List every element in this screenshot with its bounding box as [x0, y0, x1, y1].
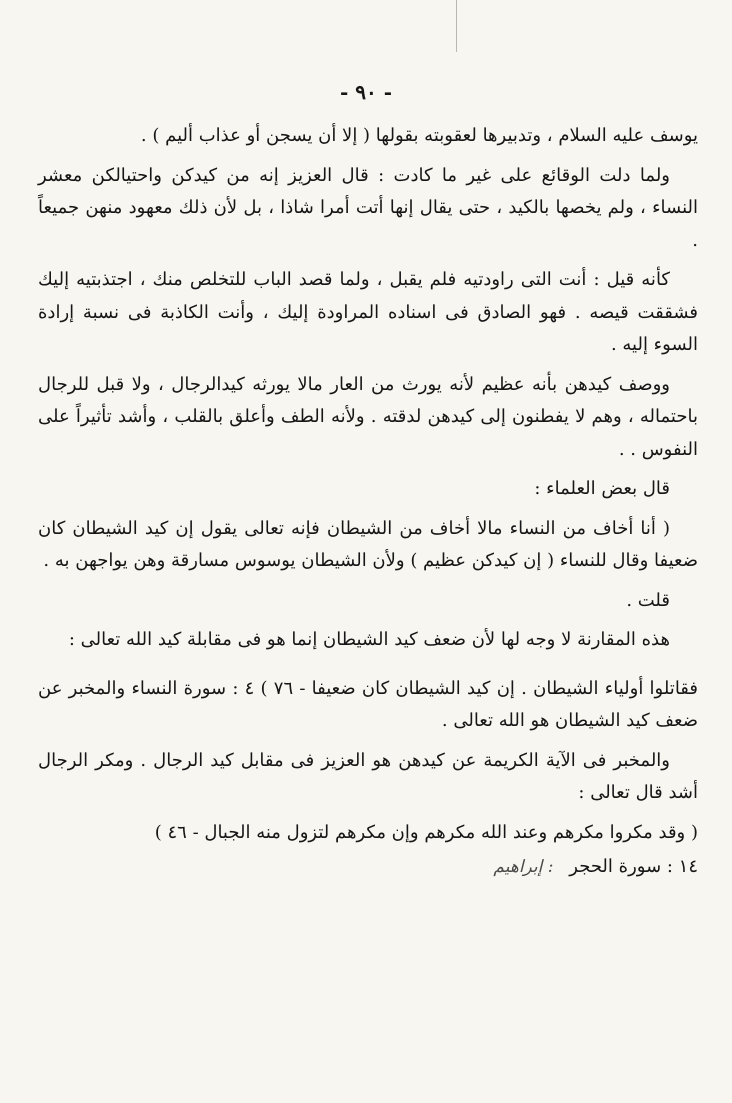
paragraph-3: كأنه قيل : أنت التى راودتيه فلم يقبل ، ولما قصد الباب للتخلص منك ، اجتذبتيه إليك فشققت قيصه . فهو الصادق فى اسناده المراودة إليك ، وأنت الكاذبة فى نسبة إرادة السوء إليه . — [38, 269, 698, 355]
paragraph-2: ولما دلت الوقائع على غير ما كادت : قال العزيز إنه من كيدكن واحتيالكن معشر النساء ، ولم يخصها بالكيد ، حتى يقال إنها أتت أمرا شاذا ، بل لأن ذلك معهود منهن جميعاً . — [38, 164, 698, 251]
paragraph-7-heading: قلت . — [626, 589, 670, 611]
paragraph-10: والمخبر فى الآية الكريمة عن كيدهن هو العزيز فى مقابل كيد الرجال . ومكر الرجال أشد قال تعالى : — [38, 749, 698, 803]
footnote-reference: ١٤ : سورة الحجر — [569, 856, 698, 877]
page-number: - ٩٠ - — [339, 80, 392, 104]
paragraph-6-quote: ( أنا أخاف من النساء مالا أخاف من الشيطان فإنه تعالى يقول إن كيد الشيطان كان ضعيفا وقال للنساء ( إن كيدكن عظيم ) ولأن الشيطان يوسوس مسارقة وهن يواجهن به . — [38, 517, 698, 571]
footnote-line — [38, 851, 698, 884]
handwritten-annotation: : إبراهيم — [493, 857, 554, 877]
paragraph-8: هذه المقارنة لا وجه لها لأن ضعف كيد الشيطان إنما هو فى مقابلة كيد الله تعالى : — [68, 629, 670, 650]
paragraph-11-verse: ( وقد مكروا مكرهم وعند الله مكرهم وإن مكرهم لتزول منه الجبال - ٤٦ ) — [154, 821, 698, 843]
paragraph-4: ووصف كيدهن بأنه عظيم لأنه يورث من العار مالا يورثه كيدالرجال ، ولا قبل للرجال باحتماله ، وهم لا يفطنون إلى كيدهن لدقته . ولأنه الطف وأعلق بالقلب ، وأشد تأثيراً على النفوس . . — [38, 373, 698, 460]
body-text — [38, 120, 698, 884]
paragraph-5-heading: قال بعض العلماء : — [534, 478, 670, 499]
paragraph-1: يوسف عليه السلام ، وتدبيرها لعقوبته بقولها ( إلا أن يسجن أو عذاب أليم ) . — [140, 125, 698, 146]
page-fold-line — [456, 0, 457, 52]
paragraph-9-verse: فقاتلوا أولياء الشيطان . إن كيد الشيطان كان ضعيفا - ٧٦ ) ٤ : سورة النساء والمخبر عن ضعف كيد الشيطان هو الله تعالى . — [38, 677, 699, 731]
